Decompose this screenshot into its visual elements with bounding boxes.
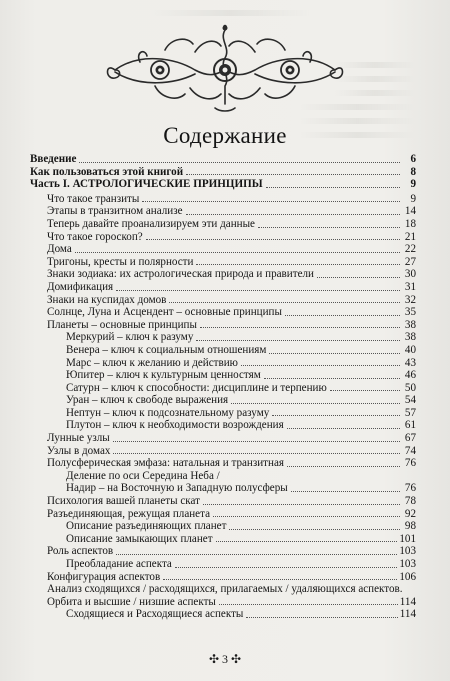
toc-entry-page: 18 [404,217,416,230]
dot-leader [116,554,397,555]
dot-leader [142,201,400,202]
toc-entry-page: 101 [399,532,416,545]
toc-entry-title-line2: Надир – на Восточную и Западную полусферы [66,482,288,495]
dot-leader [200,327,400,328]
toc-entry-page: 8 [410,165,416,178]
toc-entry-title: Этапы в транзитном анализе [47,205,183,218]
dot-leader [113,453,400,454]
toc-entry-title: Конфигурация аспектов [47,570,161,583]
dot-leader [231,403,400,404]
toc-entry-page: 6 [410,153,416,165]
dot-leader [269,353,400,354]
toc-entry-page: 114 [399,608,416,621]
toc-entry [30,558,416,571]
toc-entry-title: Сходящиеся и Расходящиеся аспекты [66,608,244,621]
toc-entry-page: 38 [404,318,416,331]
toc-entry-page: 76 [404,457,416,470]
toc-entry-title: Описание замыкающих планет [66,532,213,545]
dot-leader [196,340,400,341]
toc-entry [30,319,416,332]
toc-entry-title-line1: Деление по оси Середина Неба / [66,469,220,482]
dot-leader [75,252,400,253]
dot-leader [175,567,398,568]
toc-entry-page: 30 [404,268,416,281]
toc-entry-page: 67 [404,432,416,445]
page-footer [0,652,450,667]
dot-leader [79,162,400,163]
toc-entry-page: 40 [404,343,416,356]
dot-leader [264,378,400,379]
dot-leader [287,428,400,429]
toc-entry [30,256,416,269]
toc-entry [30,470,416,495]
toc-entry-page: 32 [404,293,416,306]
toc-entry-title: Что такое гороскоп? [47,230,143,243]
dot-leader [241,365,400,366]
toc-entry [30,357,416,370]
dot-leader [216,541,398,542]
toc-entry [30,419,416,432]
toc-entry [30,407,416,420]
toc-entry [30,596,416,609]
toc-entry-page: 21 [404,230,416,243]
dot-leader [169,302,400,303]
dot-leader [330,390,400,391]
toc-entry-page: 43 [404,356,416,369]
toc-entry [30,457,416,470]
toc-entry-title: Описание разъединяющих планет [66,520,227,533]
toc-entry-page: 61 [404,419,416,432]
toc-entry [30,243,416,256]
toc-entry-title: Дома [47,243,72,256]
dot-leader [219,604,398,605]
toc-entry [30,369,416,382]
toc-entry [30,306,416,319]
dot-leader [285,315,400,316]
toc-entry [30,218,416,231]
toc-entry [30,394,416,407]
toc-entry-page: 46 [404,369,416,382]
toc-entry-page: 106 [399,570,416,583]
toc-entry [30,205,416,218]
toc-entry-title: Орбита и высшие / низшие аспекты [47,595,216,608]
toc-entry [30,294,416,307]
toc-entry-title: Теперь давайте проанализируем эти данные [47,217,255,230]
footer-ornament-left: ✣ [208,652,219,666]
toc-entry-title: Тригоны, кресты и полярности [47,255,194,268]
toc-entry [30,331,416,344]
toc-entry [30,545,416,558]
decorative-scroll-ornament [95,22,355,114]
toc-entry [30,268,416,281]
toc-entry-title: Разъединяющая, режущая планета [47,507,211,520]
toc-entry [30,382,416,395]
dot-leader [272,415,400,416]
toc-entry-title: Знаки зодиака: их астрологическая природа и правители [47,268,314,281]
toc-entry-title: Полусферическая эмфаза: натальная и транзитная [47,457,284,470]
dot-leader [186,214,400,215]
toc-entry-title: Домификация [47,280,114,293]
toc-entry [30,583,416,596]
dot-leader [229,529,400,530]
toc-entry-title: Знаки на куспидах домов [47,293,167,306]
toc-entry-page: 9 [410,178,416,191]
toc-entry-page: 31 [404,280,416,293]
dot-leader [163,579,397,580]
toc-entry [30,344,416,357]
toc-entry-page: 22 [404,243,416,256]
dot-leader [246,617,397,618]
toc-entry-title: Венера – ключ к социальным отношениям [66,343,267,356]
toc-entry [30,571,416,584]
toc-entry [30,533,416,546]
toc-entry-title: Введение [30,153,77,165]
toc-entry-title: Солнце, Луна и Асцендент – основные принципы [47,306,282,319]
toc-entry-title: Узлы в домах [47,444,111,457]
toc-entry-title: Как пользоваться этой книгой [30,165,184,178]
toc-entry-page: 98 [404,520,416,533]
toc-entry-title: Что такое транзиты [47,192,140,205]
toc-entry [30,508,416,521]
dot-leader [266,187,400,188]
toc-entry-title: Юпитер – ключ к культурным ценностям [66,369,261,382]
toc-entry-title: Роль аспектов [47,545,114,558]
toc-entry-title: Плутон – ключ к необходимости возрождения [66,419,284,432]
dot-leader [186,174,400,175]
toc-entry-page: 50 [404,381,416,394]
toc-entry-title: Преобладание аспекта [66,558,172,570]
dot-leader [203,504,400,505]
toc-entry [30,166,416,179]
toc-entry-page: 9 [410,192,416,205]
toc-entry [30,281,416,294]
dot-leader [291,491,400,492]
dot-leader [146,239,400,240]
toc-entry [30,520,416,533]
toc-entry-page: 103 [399,558,416,570]
page-number: 3 [222,652,228,666]
toc-entry-page: 78 [404,495,416,508]
toc-entry-title: Анализ сходящихся / расходящихся, прилагаемых / удаляющихся аспектов. [47,583,403,596]
toc-entry-title: Нептун – ключ к подсознательному разуму [66,406,270,419]
toc-entry-title: Сатурн – ключ к способности: дисциплине и терпению [66,381,327,394]
toc-entry-title: Меркурий – ключ к разуму [66,331,194,344]
toc-entry-title: Лунные узлы [47,432,110,445]
toc-entry-page: 35 [404,306,416,319]
toc-entry-title [66,470,288,495]
toc-entry [30,178,416,191]
toc-entry-page: 27 [404,255,416,268]
toc-entry-page: 103 [399,545,416,558]
dot-leader [113,441,400,442]
toc-entry [30,231,416,244]
toc-entry [30,608,416,621]
toc-entry-page: 74 [404,444,416,457]
toc-entry-title: Планеты – основные принципы [47,318,197,331]
toc-entry-title: Часть I. АСТРОЛОГИЧЕСКИЕ ПРИНЦИПЫ [30,178,263,191]
dot-leader [196,264,400,265]
toc-entry-page: 57 [404,406,416,419]
table-of-contents [30,153,416,621]
toc-entry-page: 38 [404,331,416,344]
toc-entry-title: Марс – ключ к желанию и действию [66,356,238,369]
toc-entry-page: 114 [399,595,416,608]
dot-leader [258,227,400,228]
toc-entry [30,445,416,458]
footer-ornament-right: ✣ [231,652,242,666]
dot-leader [116,290,400,291]
toc-entry [30,495,416,508]
dot-leader [213,516,400,517]
toc-entry [30,193,416,206]
toc-entry-page: 92 [404,507,416,520]
page-title: Содержание [163,123,287,148]
toc-entry-page: 54 [404,394,416,407]
toc-entry-title: Психология вашей планеты скат [47,495,200,508]
dot-leader [317,277,400,278]
dot-leader [287,466,400,467]
toc-entry-page: 14 [404,205,416,218]
toc-entry-title: Уран – ключ к свободе выражения [66,394,229,407]
toc-entry [30,432,416,445]
toc-entry [30,153,416,166]
toc-entry-page: 76 [404,482,416,495]
